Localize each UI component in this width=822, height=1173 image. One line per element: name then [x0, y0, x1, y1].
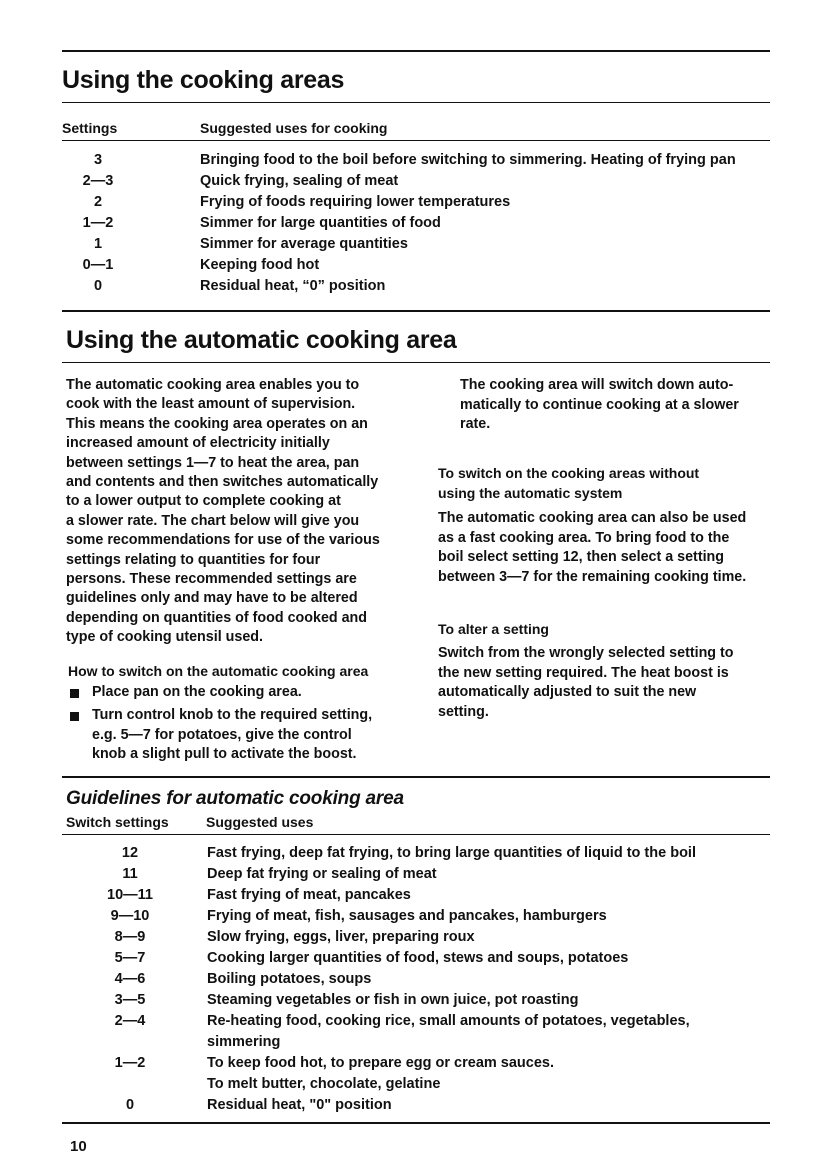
suggested-use: Residual heat, "0" position	[207, 1097, 392, 1113]
bottom-rule	[62, 1122, 770, 1124]
text-line: guidelines only and may have to be altered	[66, 590, 358, 607]
setting-value: 10—11	[107, 887, 153, 903]
text-line: the new setting required. The heat boost is	[438, 664, 729, 681]
section3-title: Guidelines for automatic cooking area	[66, 788, 404, 809]
text-line: knob a slight pull to activate the boost.	[92, 746, 357, 762]
section1-col-settings: Settings	[62, 120, 118, 136]
section2-title: Using the automatic cooking area	[66, 326, 457, 354]
setting-value: 3—5	[114, 992, 146, 1008]
setting-value: 1—2	[82, 215, 114, 231]
setting-value: 12	[121, 845, 139, 861]
suggested-use: Quick frying, sealing of meat	[200, 173, 399, 189]
text-line: as a fast cooking area. To bring food to the	[438, 529, 730, 546]
text-line: depending on quantities of food cooked and	[66, 609, 368, 626]
text-line: To switch on the cooking areas without	[438, 465, 700, 481]
suggested-use: Cooking larger quantities of food, stews and soups, potatoes	[207, 950, 629, 966]
text-line: some recommendations for use of the various	[66, 532, 380, 549]
suggested-use: Deep fat frying or sealing of meat	[207, 866, 437, 882]
suggested-use: Simmer for average quantities	[200, 236, 408, 252]
setting-value: 2—4	[114, 1013, 146, 1029]
text-line: and contents and then switches automatically	[66, 474, 379, 490]
setting-value: 9—10	[110, 908, 150, 924]
text-line: Switch from the wrongly selected setting to	[438, 645, 734, 661]
section3-header-rule	[62, 834, 770, 835]
setting-value: 2	[93, 194, 103, 210]
setting-value: 1—2	[114, 1055, 146, 1071]
bullet-item-1: Place pan on the cooking area.	[92, 684, 302, 700]
suggested-use: To keep food hot, to prepare egg or cream sauces.	[207, 1055, 555, 1071]
section1-title-rule	[62, 102, 770, 103]
text-line: matically to continue cooking at a slower	[460, 396, 739, 413]
text-line: type of cooking utensil used.	[66, 629, 264, 646]
suggested-use: Re-heating food, cooking rice, small amounts of potatoes, vegetables,	[207, 1013, 690, 1029]
setting-value: 5—7	[114, 950, 146, 966]
text-line: The cooking area will switch down auto-	[460, 377, 734, 393]
section1-col-uses: Suggested uses for cooking	[200, 120, 388, 136]
text-line: setting.	[438, 703, 489, 720]
text-line: This means the cooking area operates on an	[66, 415, 368, 432]
setting-value: 0	[125, 1097, 135, 1113]
alter-setting-heading: To alter a setting	[438, 621, 549, 637]
section3-col-settings: Switch settings	[66, 814, 169, 830]
text-line: settings relating to quantities for four	[66, 551, 321, 568]
suggested-use: Keeping food hot	[200, 257, 320, 273]
bullet-square-icon	[70, 689, 79, 698]
setting-value: 4—6	[114, 971, 146, 987]
section2-bottom-rule	[62, 776, 770, 778]
text-line: persons. These recommended settings are	[66, 571, 357, 587]
section2-title-rule	[62, 362, 770, 363]
suggested-use: Bringing food to the boil before switching to simmering. Heating of frying pan	[200, 152, 736, 168]
text-line: a slower rate. The chart below will give you	[66, 512, 360, 529]
text-line: boil select setting 12, then select a setting	[438, 549, 725, 565]
suggested-use: Fast frying, deep fat frying, to bring large quantities of liquid to the boil	[207, 845, 696, 861]
text-line: cook with the least amount of supervision.	[66, 396, 356, 413]
suggested-use: Steaming vegetables or fish in own juice, pot roasting	[207, 992, 579, 1008]
section1-bottom-rule	[62, 310, 770, 312]
text-line: Turn control knob to the required setting,	[92, 707, 373, 723]
setting-value: 3	[93, 152, 103, 168]
text-line: e.g. 5—7 for potatoes, give the control	[92, 726, 352, 743]
setting-value: 0—1	[82, 257, 114, 273]
text-line: between settings 1—7 to heat the area, pan	[66, 454, 360, 471]
text-line: The automatic cooking area can also be used	[438, 510, 747, 526]
suggested-use: Simmer for large quantities of food	[200, 215, 441, 231]
text-line: to a lower output to complete cooking at	[66, 493, 341, 510]
setting-value: 2—3	[82, 173, 114, 189]
text-line: increased amount of electricity initially	[66, 435, 330, 452]
section3-col-uses: Suggested uses	[206, 814, 314, 830]
setting-value: 1	[93, 236, 103, 252]
text-line: automatically adjusted to suit the new	[438, 684, 697, 700]
top-rule	[62, 50, 770, 52]
suggested-use: Boiling potatoes, soups	[207, 971, 372, 987]
page-number: 10	[70, 1138, 87, 1155]
text-line: The automatic cooking area enables you to	[66, 377, 360, 393]
suggested-use: Frying of meat, fish, sausages and pancakes, hamburgers	[207, 908, 607, 924]
text-line: rate.	[460, 416, 491, 432]
section1-title: Using the cooking areas	[62, 66, 345, 94]
bullet-square-icon	[70, 712, 79, 721]
suggested-use: simmering	[207, 1034, 281, 1050]
suggested-use: To melt butter, chocolate, gelatine	[207, 1076, 441, 1092]
suggested-use: Slow frying, eggs, liver, preparing roux	[207, 929, 475, 945]
setting-value: 8—9	[114, 929, 146, 945]
suggested-use: Residual heat, “0” position	[200, 278, 386, 294]
setting-value: 11	[122, 866, 138, 882]
setting-value: 0	[93, 278, 103, 294]
text-line: using the automatic system	[438, 484, 623, 501]
text-line: between 3—7 for the remaining cooking time.	[438, 568, 747, 585]
how-to-heading: How to switch on the automatic cooking area	[68, 663, 369, 679]
suggested-use: Frying of foods requiring lower temperatures	[200, 194, 511, 210]
section1-header-rule	[62, 140, 770, 141]
suggested-use: Fast frying of meat, pancakes	[207, 887, 411, 903]
